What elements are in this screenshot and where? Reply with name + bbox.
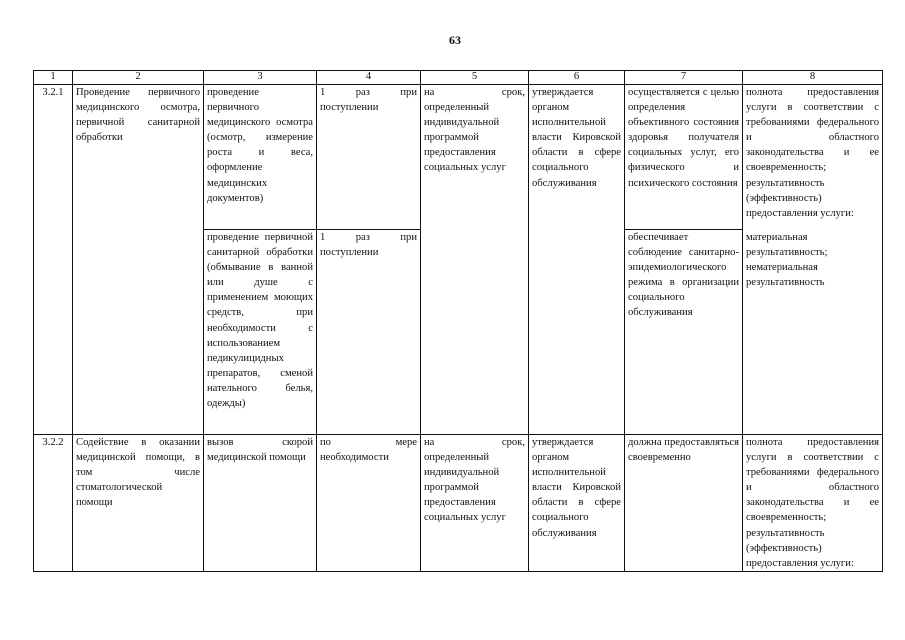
- column-header: 5: [421, 71, 529, 85]
- service-term: на срок, определенный индивидуальной программой предоставления социальных услуг: [421, 435, 529, 572]
- table-row: [34, 85, 883, 230]
- quality-indicators: полнота предоставления услуги в соответствии с требованиями федерального и областного законодательства и ее своевременность; результативность (эффективность) предоставления услуги:: [743, 435, 883, 572]
- column-header: 7: [625, 71, 743, 85]
- service-term: на срок, определенный индивидуальной программой предоставления социальных услуг: [421, 85, 529, 435]
- service-condition: должна предоставляться своевременно: [625, 435, 743, 572]
- header-row: [34, 71, 883, 85]
- service-condition: осуществляется с целью определения объективного состояния здоровья получателя социальных услуг, его физического и психического состояния: [625, 85, 743, 230]
- page-number: 63: [449, 33, 461, 47]
- service-tariff: утверждается органом исполнительной власти Кировской области в сфере социального обслуживания: [529, 435, 625, 572]
- service-tariff: утверждается органом исполнительной власти Кировской области в сфере социального обслуживания: [529, 85, 625, 435]
- quality-indicators-extra: материальная результативность; нематериальная результативность: [743, 230, 883, 435]
- column-header: 1: [34, 71, 73, 85]
- quality-indicators: полнота предоставления услуги в соответствии с требованиями федерального и областного законодательства и ее своевременность; результативность (эффективность) предоставления услуги:: [743, 85, 883, 230]
- column-header: 3: [204, 71, 317, 85]
- service-content: проведение первичного медицинского осмотра (осмотр, измерение роста и веса, оформление медицинских документов): [204, 85, 317, 230]
- row-number: 3.2.1: [34, 85, 73, 435]
- service-frequency: 1 раз при поступлении: [317, 230, 421, 435]
- row-number: 3.2.2: [34, 435, 73, 572]
- service-name: Проведение первичного медицинского осмотра, первичной санитарной обработки: [73, 85, 204, 435]
- column-header: 2: [73, 71, 204, 85]
- services-table: [33, 70, 883, 572]
- service-frequency: по мере необходимости: [317, 435, 421, 572]
- service-name: Содействие в оказании медицинской помощи, в том числе стоматологической помощи: [73, 435, 204, 572]
- column-header: 8: [743, 71, 883, 85]
- table-row: [34, 435, 883, 572]
- column-header: 6: [529, 71, 625, 85]
- service-condition: обеспечивает соблюдение санитарно-эпидемиологического режима в организации социального обслуживания: [625, 230, 743, 435]
- service-content: проведение первичной санитарной обработки (обмывание в ванной или душе с применением моющих средств, при необходимости с использованием педикулицидных препаратов, сменой нательного белья, одежды): [204, 230, 317, 435]
- service-content: вызов скорой медицинской помощи: [204, 435, 317, 572]
- column-header: 4: [317, 71, 421, 85]
- service-frequency: 1 раз при поступлении: [317, 85, 421, 230]
